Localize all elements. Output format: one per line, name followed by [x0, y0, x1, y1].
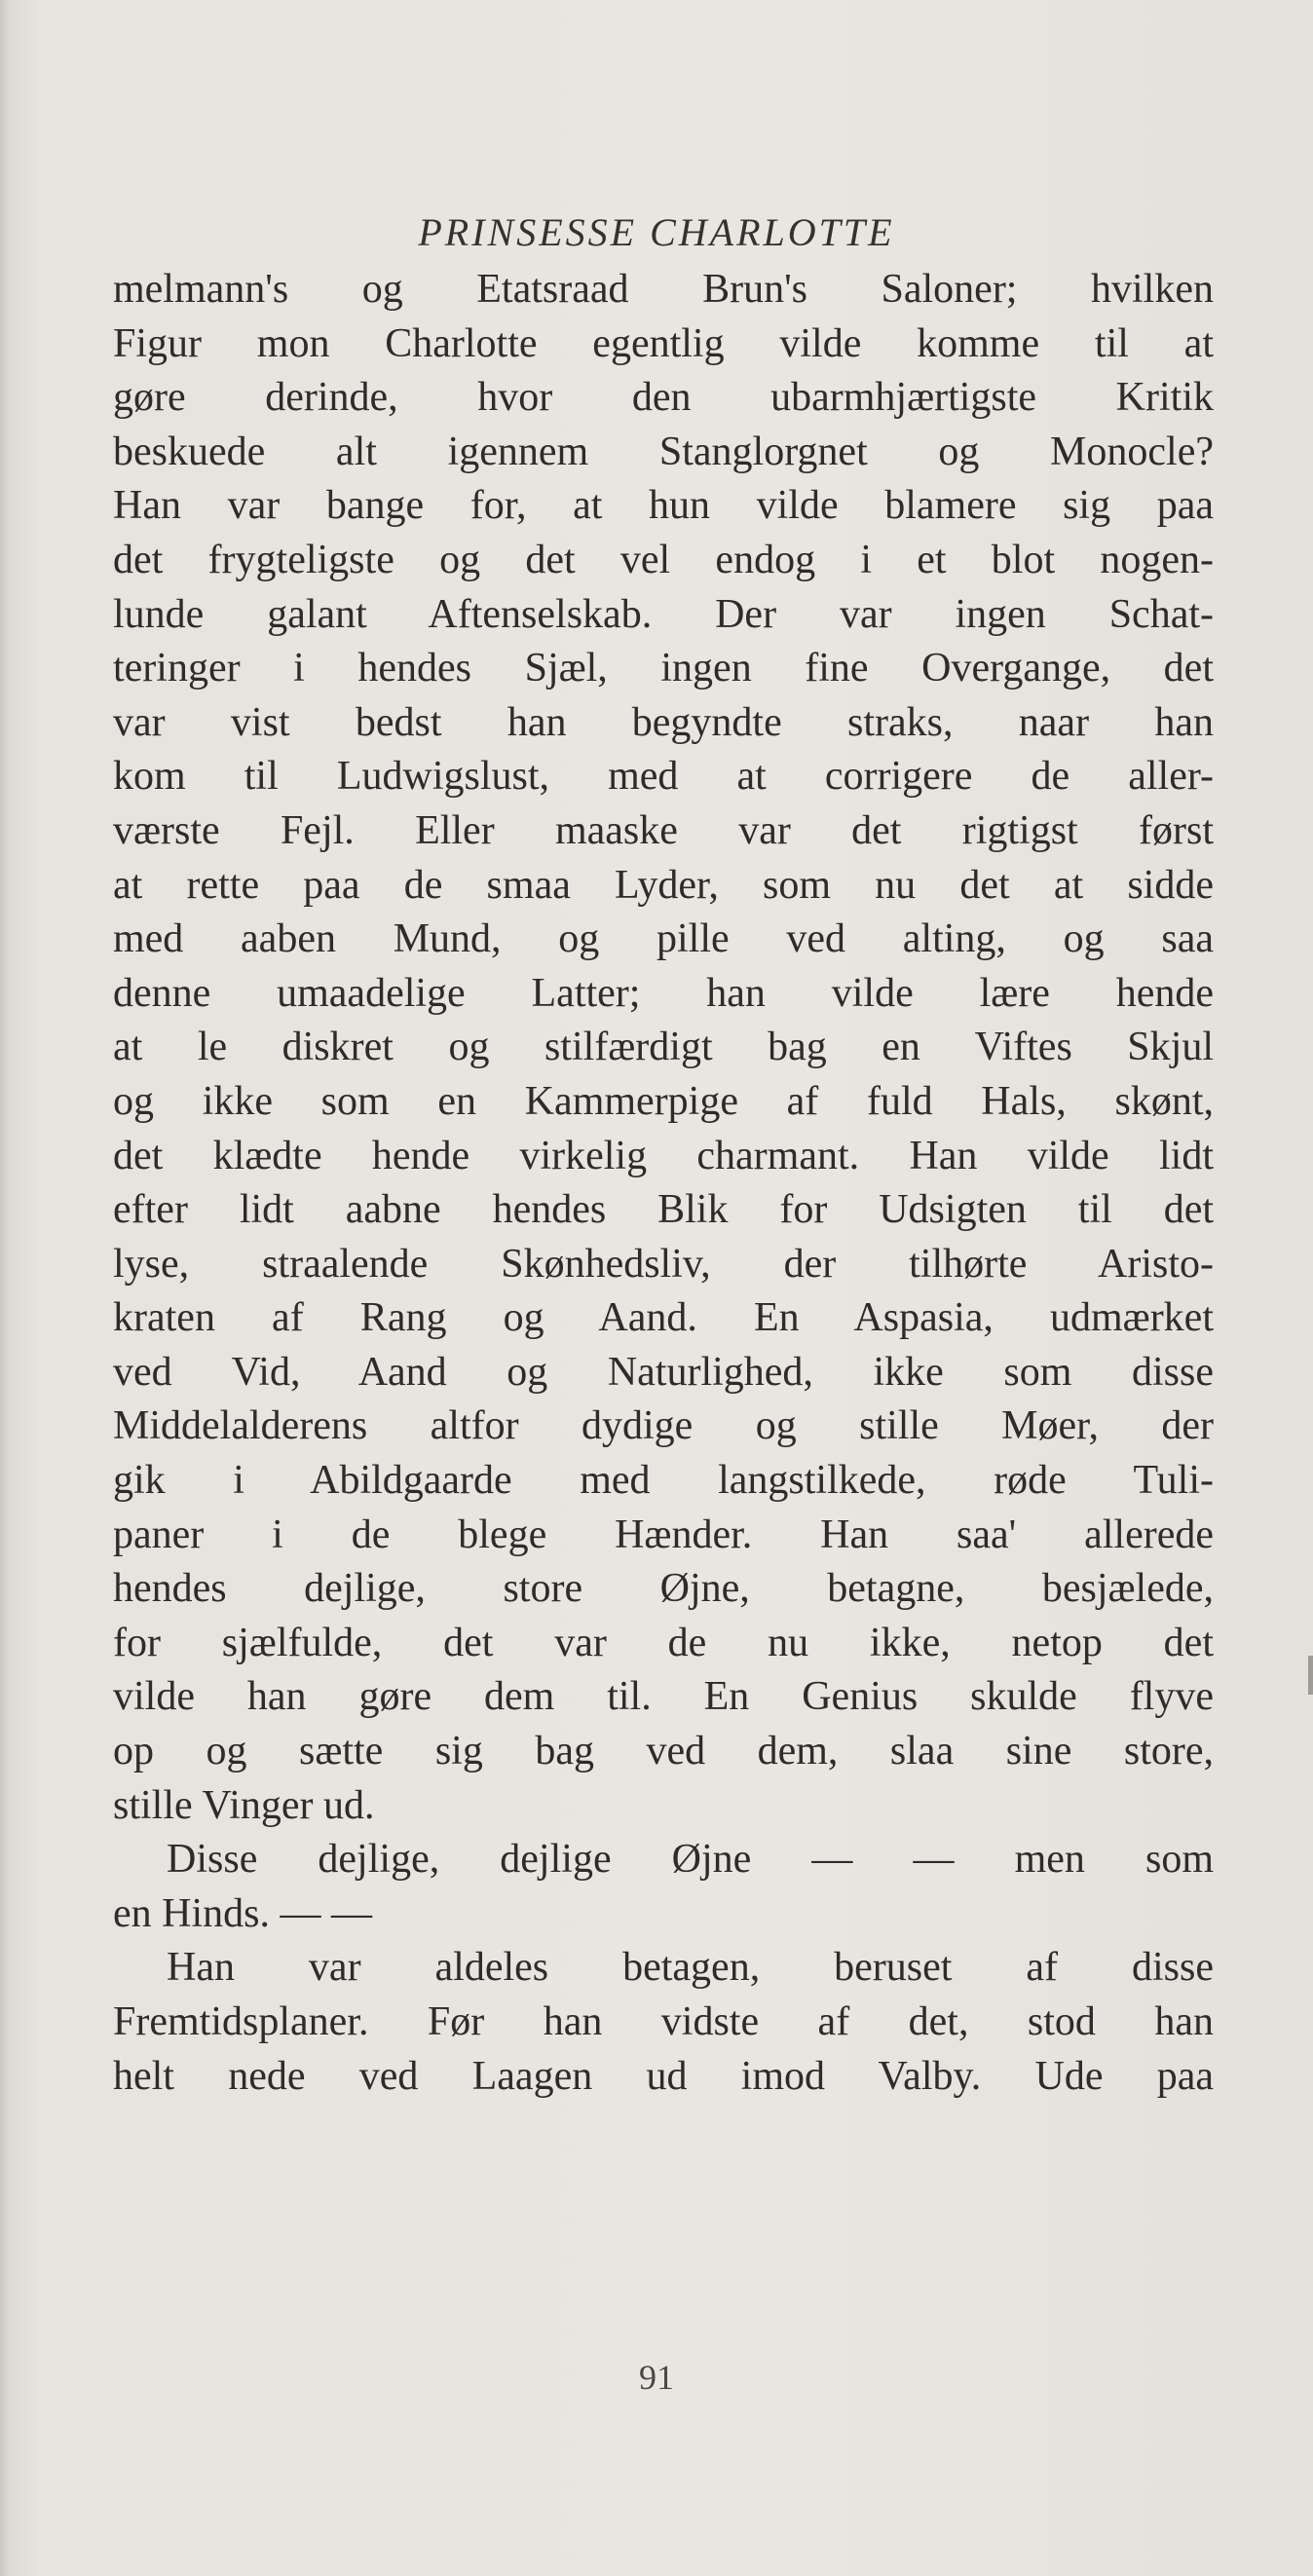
- text-line: lunde galant Aftenselskab. Der var ingen Schat-: [113, 591, 1214, 637]
- text-line: Han var aldeles betagen, beruset af disse: [167, 1945, 1214, 1991]
- text-line: det klædte hende virkelig charmant. Han vilde lidt: [113, 1133, 1214, 1178]
- text-line: Middelalderens altfor dydige og stille Møer, der: [113, 1403, 1214, 1449]
- text-line: lyse, straalende Skønhedsliv, der tilhørte Aristo-: [113, 1241, 1214, 1287]
- text-line: stille Vinger ud.: [113, 1782, 375, 1828]
- text-line: værste Fejl. Eller maaske var det rigtigst først: [113, 807, 1214, 853]
- text-line: Disse dejlige, dejlige Øjne — — men som: [167, 1837, 1214, 1883]
- text-line: og ikke som en Kammerpige af fuld Hals, skønt,: [113, 1078, 1214, 1124]
- text-line: gik i Abildgaarde med langstilkede, røde Tuli-: [113, 1458, 1214, 1504]
- text-line: paner i de blege Hænder. Han saa' allerede: [113, 1512, 1214, 1557]
- text-line: teringer i hendes Sjæl, ingen fine Overgange, det: [113, 646, 1214, 691]
- text-line: kraten af Rang og Aand. En Aspasia, udmærket: [113, 1295, 1214, 1341]
- text-line: var vist bedst han begyndte straks, naar han: [113, 699, 1214, 745]
- text-line: efter lidt aabne hendes Blik for Udsigten til det: [113, 1187, 1214, 1233]
- text-line: ved Vid, Aand og Naturlighed, ikke som disse: [113, 1349, 1214, 1395]
- running-head: PRINSESSE CHARLOTTE: [418, 210, 895, 254]
- text-line: op og sætte sig bag ved dem, slaa sine store,: [113, 1729, 1214, 1774]
- text-line: kom til Ludwigslust, med at corrigere de aller-: [113, 754, 1214, 800]
- text-line: Figur mon Charlotte egentlig vilde komme til at: [113, 320, 1214, 366]
- text-line: Han var bange for, at hun vilde blamere sig paa: [113, 483, 1214, 529]
- margin-mark: [1308, 1656, 1313, 1695]
- text-line: helt nede ved Laagen ud imod Valby. Ude paa: [113, 2053, 1214, 2099]
- text-line: Fremtidsplaner. Før han vidste af det, stod han: [113, 1999, 1214, 2044]
- text-line: med aaben Mund, og pille ved alting, og saa: [113, 916, 1214, 962]
- text-line: denne umaadelige Latter; han vilde lære hende: [113, 970, 1214, 1016]
- text-line: vilde han gøre dem til. En Genius skulde flyve: [113, 1674, 1214, 1720]
- text-line: hendes dejlige, store Øjne, betagne, besjælede,: [113, 1566, 1214, 1612]
- text-line: en Hinds. — —: [113, 1890, 372, 1936]
- page-number: 91: [639, 2358, 674, 2397]
- text-line: melmann's og Etatsraad Brun's Saloner; hvilken: [113, 267, 1214, 312]
- text-line: at rette paa de smaa Lyder, som nu det at sidde: [113, 862, 1214, 908]
- text-line: gøre derinde, hvor den ubarmhjærtigste Kritik: [113, 375, 1214, 421]
- text-line: beskuede alt igennem Stanglorgnet og Monocle?: [113, 429, 1214, 474]
- body-text: [113, 263, 1214, 2104]
- text-line: at le diskret og stilfærdigt bag en Viftes Skjul: [113, 1025, 1214, 1070]
- text-line: for sjælfulde, det var de nu ikke, netop det: [113, 1620, 1214, 1665]
- text-line: det frygteligste og det vel endog i et blot nogen-: [113, 537, 1214, 582]
